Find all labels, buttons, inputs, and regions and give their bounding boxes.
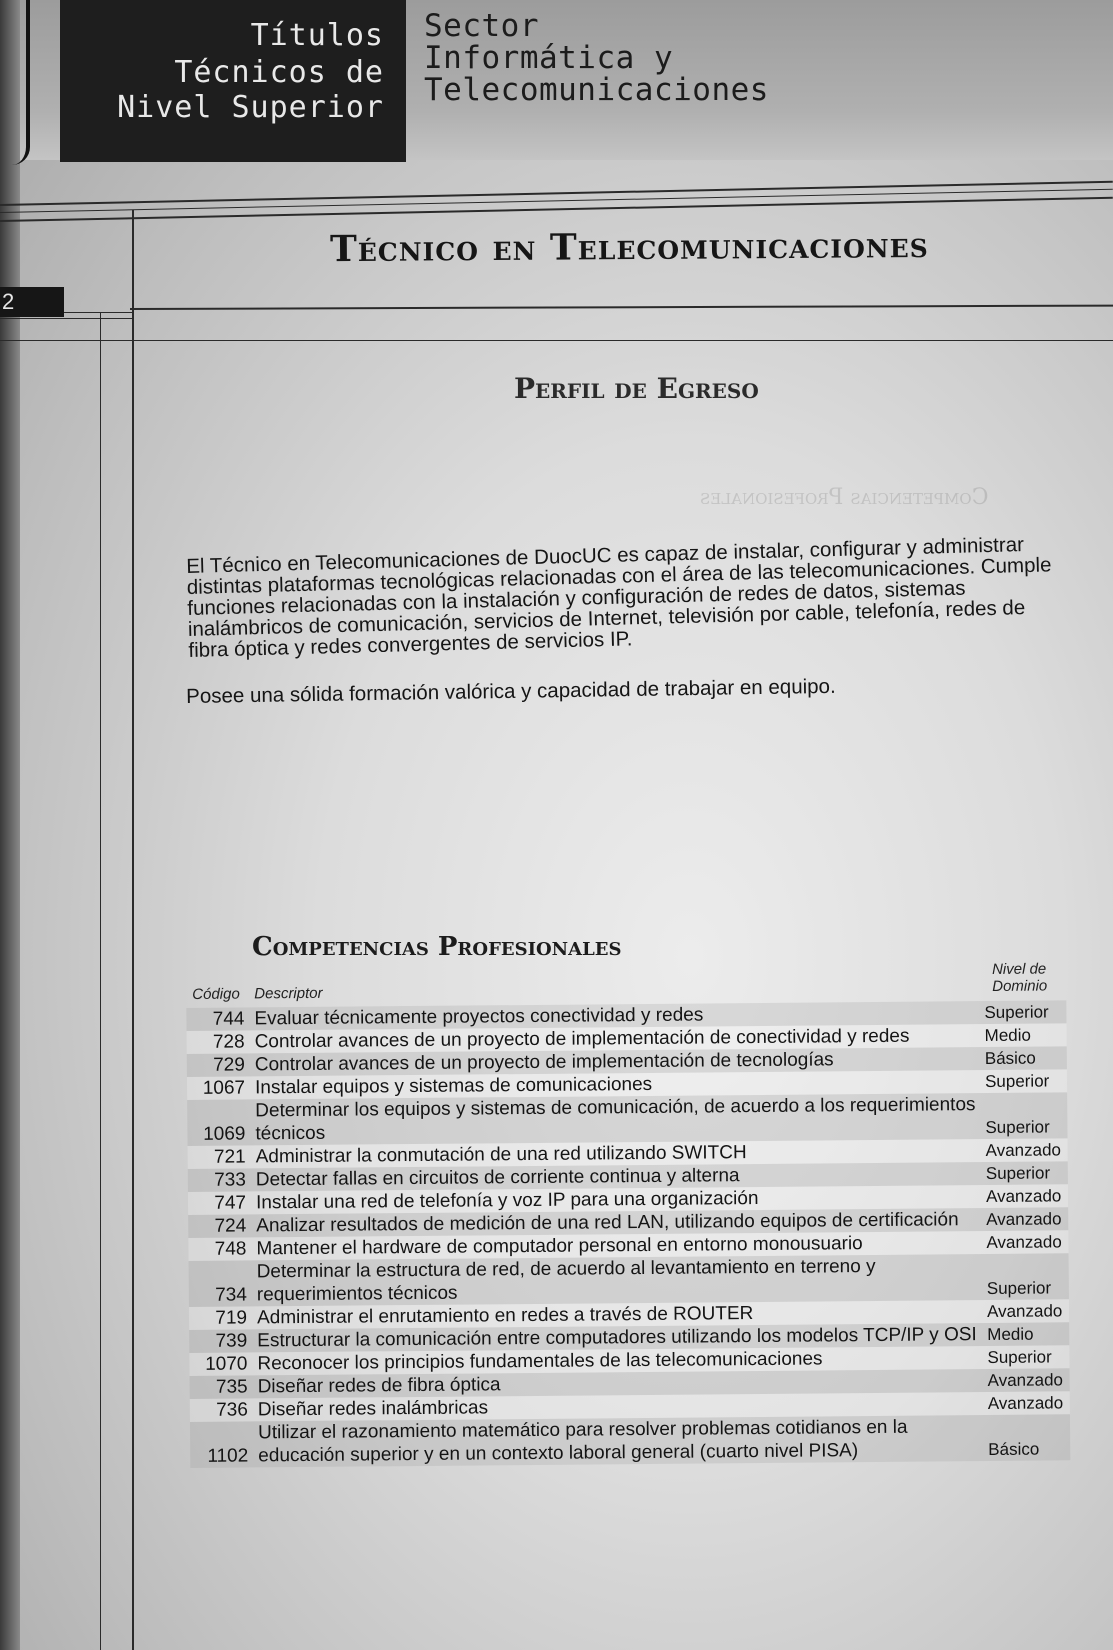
level-cell: Superior [986,1278,1052,1299]
descriptor-cell: Determinar la estructura de red, de acuerdo al levantamiento en terreno y requerimientos técnicos [256,1255,876,1306]
level-cell: Medio [984,1025,1032,1046]
code-cell: 748 [214,1238,247,1260]
level-cell: Avanzado [985,1140,1062,1161]
level-cell: Avanzado [986,1301,1063,1322]
header-code: Código [192,985,240,1003]
competencies-table [186,960,1070,1468]
level-cell: Avanzado [986,1232,1062,1253]
table-row [189,1253,1069,1307]
series-title-block [60,0,406,162]
series-line-1: Títulos [250,18,384,53]
level-cell: Básico [984,1048,1036,1069]
code-cell: 1069 [203,1123,246,1145]
vertical-rule-2 [100,312,101,1650]
descriptor-cell: Controlar avances de un proyecto de implementación de conectividad y redes [254,1025,910,1053]
level-cell: Avanzado [987,1393,1064,1414]
code-cell: 1102 [207,1445,249,1467]
descriptor-cell: Diseñar redes de fibra óptica [257,1374,501,1398]
code-cell: 1067 [202,1077,246,1099]
code-cell: 734 [215,1284,247,1306]
code-cell: 719 [215,1307,248,1329]
descriptor-cell: Detectar fallas en circuitos de corriente continua y alterna [255,1165,740,1191]
descriptor-cell: Utilizar el razonamiento matemático para resolver problemas cotidianos en la educación superior y en un contexto laboral general (cuarto nivel PISA) [257,1416,908,1467]
descriptor-cell: Determinar los equipos y sistemas de comunicación, de acuerdo a los requerimientos técnicos [255,1094,976,1145]
sector-line-1: Sector [424,8,539,44]
code-cell: 728 [212,1031,245,1053]
profile-heading: Perfil de Egreso [514,372,759,405]
level-cell: Superior [985,1117,1050,1138]
spine-curve [12,0,30,165]
code-cell: 729 [213,1054,245,1076]
table-row [190,1414,1070,1468]
series-line-3: Nivel Superior [117,90,384,125]
bleed-through-text: Competencias Profesionales [700,485,989,510]
table-row [187,1092,1067,1146]
code-cell: 736 [216,1399,248,1421]
code-cell: 744 [212,1008,245,1030]
descriptor-cell: Estructurar la comunicación entre computadores utilizando los modelos TCP/IP y OSI [257,1324,977,1352]
vertical-rule-1 [132,210,134,1650]
level-cell: Avanzado [985,1186,1062,1207]
page-number-tab: 2 [0,287,64,317]
code-cell: 739 [215,1330,248,1352]
descriptor-cell: Administrar la conmutación de una red utilizando SWITCH [255,1142,747,1168]
page-title: Técnico en Telecomunicaciones [329,223,929,271]
table-header [186,960,1066,1008]
left-rule-3 [0,340,1113,341]
descriptor-cell: Mantener el hardware de computador personal en entorno monousuario [256,1233,863,1260]
header-descriptor: Descriptor [254,984,323,1003]
level-cell: Básico [988,1439,1040,1460]
code-cell: 735 [215,1376,248,1398]
level-cell: Avanzado [987,1370,1064,1391]
code-cell: 721 [213,1146,246,1168]
level-cell: Superior [987,1347,1052,1368]
descriptor-cell: Evaluar técnicamente proyectos conectividad y redes [254,1004,704,1030]
descriptor-cell: Diseñar redes inalámbricas [257,1397,489,1421]
profile-paragraph-1: El Técnico en Telecomunicaciones de DuocUC es capaz de instalar, configurar y administrar distintas plataformas tecnológicas relacionadas con el área de las telecomunicaciones. Cumple funciones relacionadas con la instalación y configuración de redes de datos, sistemas inalámbricos de comunicación, servicios de Internet, televisión por cable, telefonía, redes de fibra óptica y redes convergentes de servicios IP. [185,533,1052,662]
sector-line-3: Telecomunicaciones [424,72,769,108]
descriptor-cell: Administrar el enrutamiento en redes a través de ROUTER [256,1303,754,1329]
book-spine [0,0,20,1650]
descriptor-cell: Analizar resultados de medición de una red LAN, utilizando equipos de certificación [256,1209,959,1237]
code-cell: 733 [214,1169,246,1191]
descriptor-cell: Reconocer los principios fundamentales de las telecomunicaciones [257,1348,823,1375]
header-rule-1 [0,181,1113,206]
table-body [186,1000,1070,1468]
header-level: Nivel de Dominio [991,960,1048,995]
profile-paragraph-2: Posee una sólida formación valórica y capacidad de trabajar en equipo. [185,674,836,708]
left-rule-2 [0,318,132,319]
descriptor-cell: Instalar una red de telefonía y voz IP para una organización [255,1188,759,1214]
competencies-heading: Competencias Profesionales [252,932,622,962]
code-cell: 724 [214,1215,247,1237]
level-cell: Superior [984,1002,1049,1023]
descriptor-cell: Instalar equipos y sistemas de comunicaciones [254,1073,653,1099]
title-underline [130,305,1113,310]
sector-line-2: Informática y [424,40,674,76]
level-cell: Avanzado [986,1209,1062,1230]
level-cell: Medio [987,1324,1034,1345]
code-cell: 1070 [205,1353,248,1375]
descriptor-cell: Controlar avances de un proyecto de implementación de tecnologías [254,1049,834,1076]
code-cell: 747 [214,1192,247,1214]
level-cell: Superior [985,1163,1051,1184]
level-cell: Superior [984,1071,1050,1092]
series-line-2: Técnicos de [174,55,384,90]
